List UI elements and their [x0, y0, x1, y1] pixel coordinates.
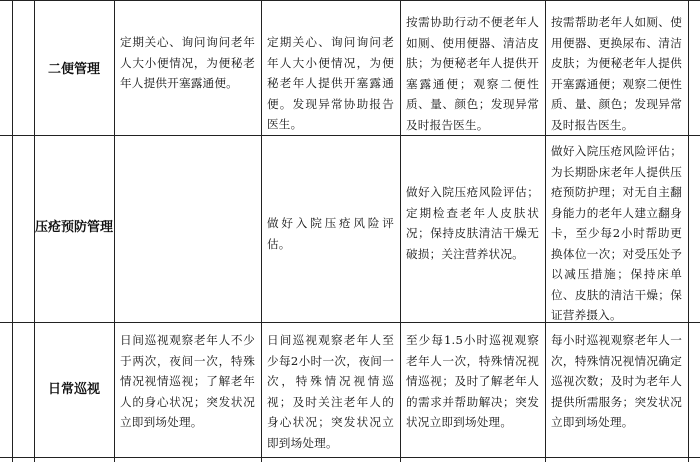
table-cell: 做好入院压疮风险评估；定期检查老年人皮肤状况；保持皮肤清洁干燥无破损；关注营养状况。 [406, 185, 539, 261]
table-cell: 每小时巡视观察老年人一次，特殊情况视情况确定巡视次数；及时为老年人提供所需服务；突发状况立即到场处理。 [551, 333, 682, 429]
table-cell: 按需协助行动不便老年人如厕、使用便器、清洁皮肤；为便秘老年人提供开塞露通便；观察二便性质、量、颜色；发现异常及时报告医生。 [406, 15, 539, 132]
table-cell: 定期关心、询问询问老年人大小便情况，为便秘老年人提供开塞露通便。发现异常协助报告医生。 [267, 35, 394, 131]
table-cell: 做好入院压疮风险评估；为长期卧床老年人提供压疮预防护理；对无自主翻身能力的老年人建立翻身卡，至少每2小时帮助更换体位一次；对受压处予以减压措施；保持床单位、皮肤的清洁干燥；保证营养摄入。 [551, 144, 682, 322]
row-label-toileting: 二便管理 [47, 62, 100, 77]
grid-line [12, 0, 13, 462]
grid-line [0, 135, 700, 136]
row-label-daily-rounds: 日常巡视 [47, 382, 100, 397]
table-cell: 按需帮助老年人如厕、使用便器、更换尿布、清洁皮肤；为便秘老年人提供开塞露通便；观察二便性质、量、颜色；发现异常及时报告医生。 [551, 15, 682, 132]
grid-line [688, 0, 689, 462]
table-cell: 至少每1.5小时巡视观察老年人一次，特殊情况视情巡视；及时了解老年人的需求并帮助解决；突发状况立即到场处理。 [406, 333, 539, 429]
table-cell: 定期关心、询问询问老年人大小便情况，为便秘老年人提供开塞露通便。 [120, 35, 255, 90]
row-label-pressure-ulcer-prevention: 压疮预防管理 [34, 220, 113, 235]
grid-line [0, 457, 700, 458]
table-cell: 日间巡视观察老年人不少于两次，夜间一次，特殊情况视情巡视；了解老年人的身心状况；突发状况立即到场处理。 [120, 333, 255, 429]
grid-line [0, 0, 700, 1]
table-cell: 做好入院压疮风险评估。 [267, 216, 394, 251]
table-cell: 日间巡视观察老年人至少每2小时一次，夜间一次，特殊情况视情巡视；及时关注老年人的身心状况；突发状况立即到场处理。 [267, 333, 394, 450]
